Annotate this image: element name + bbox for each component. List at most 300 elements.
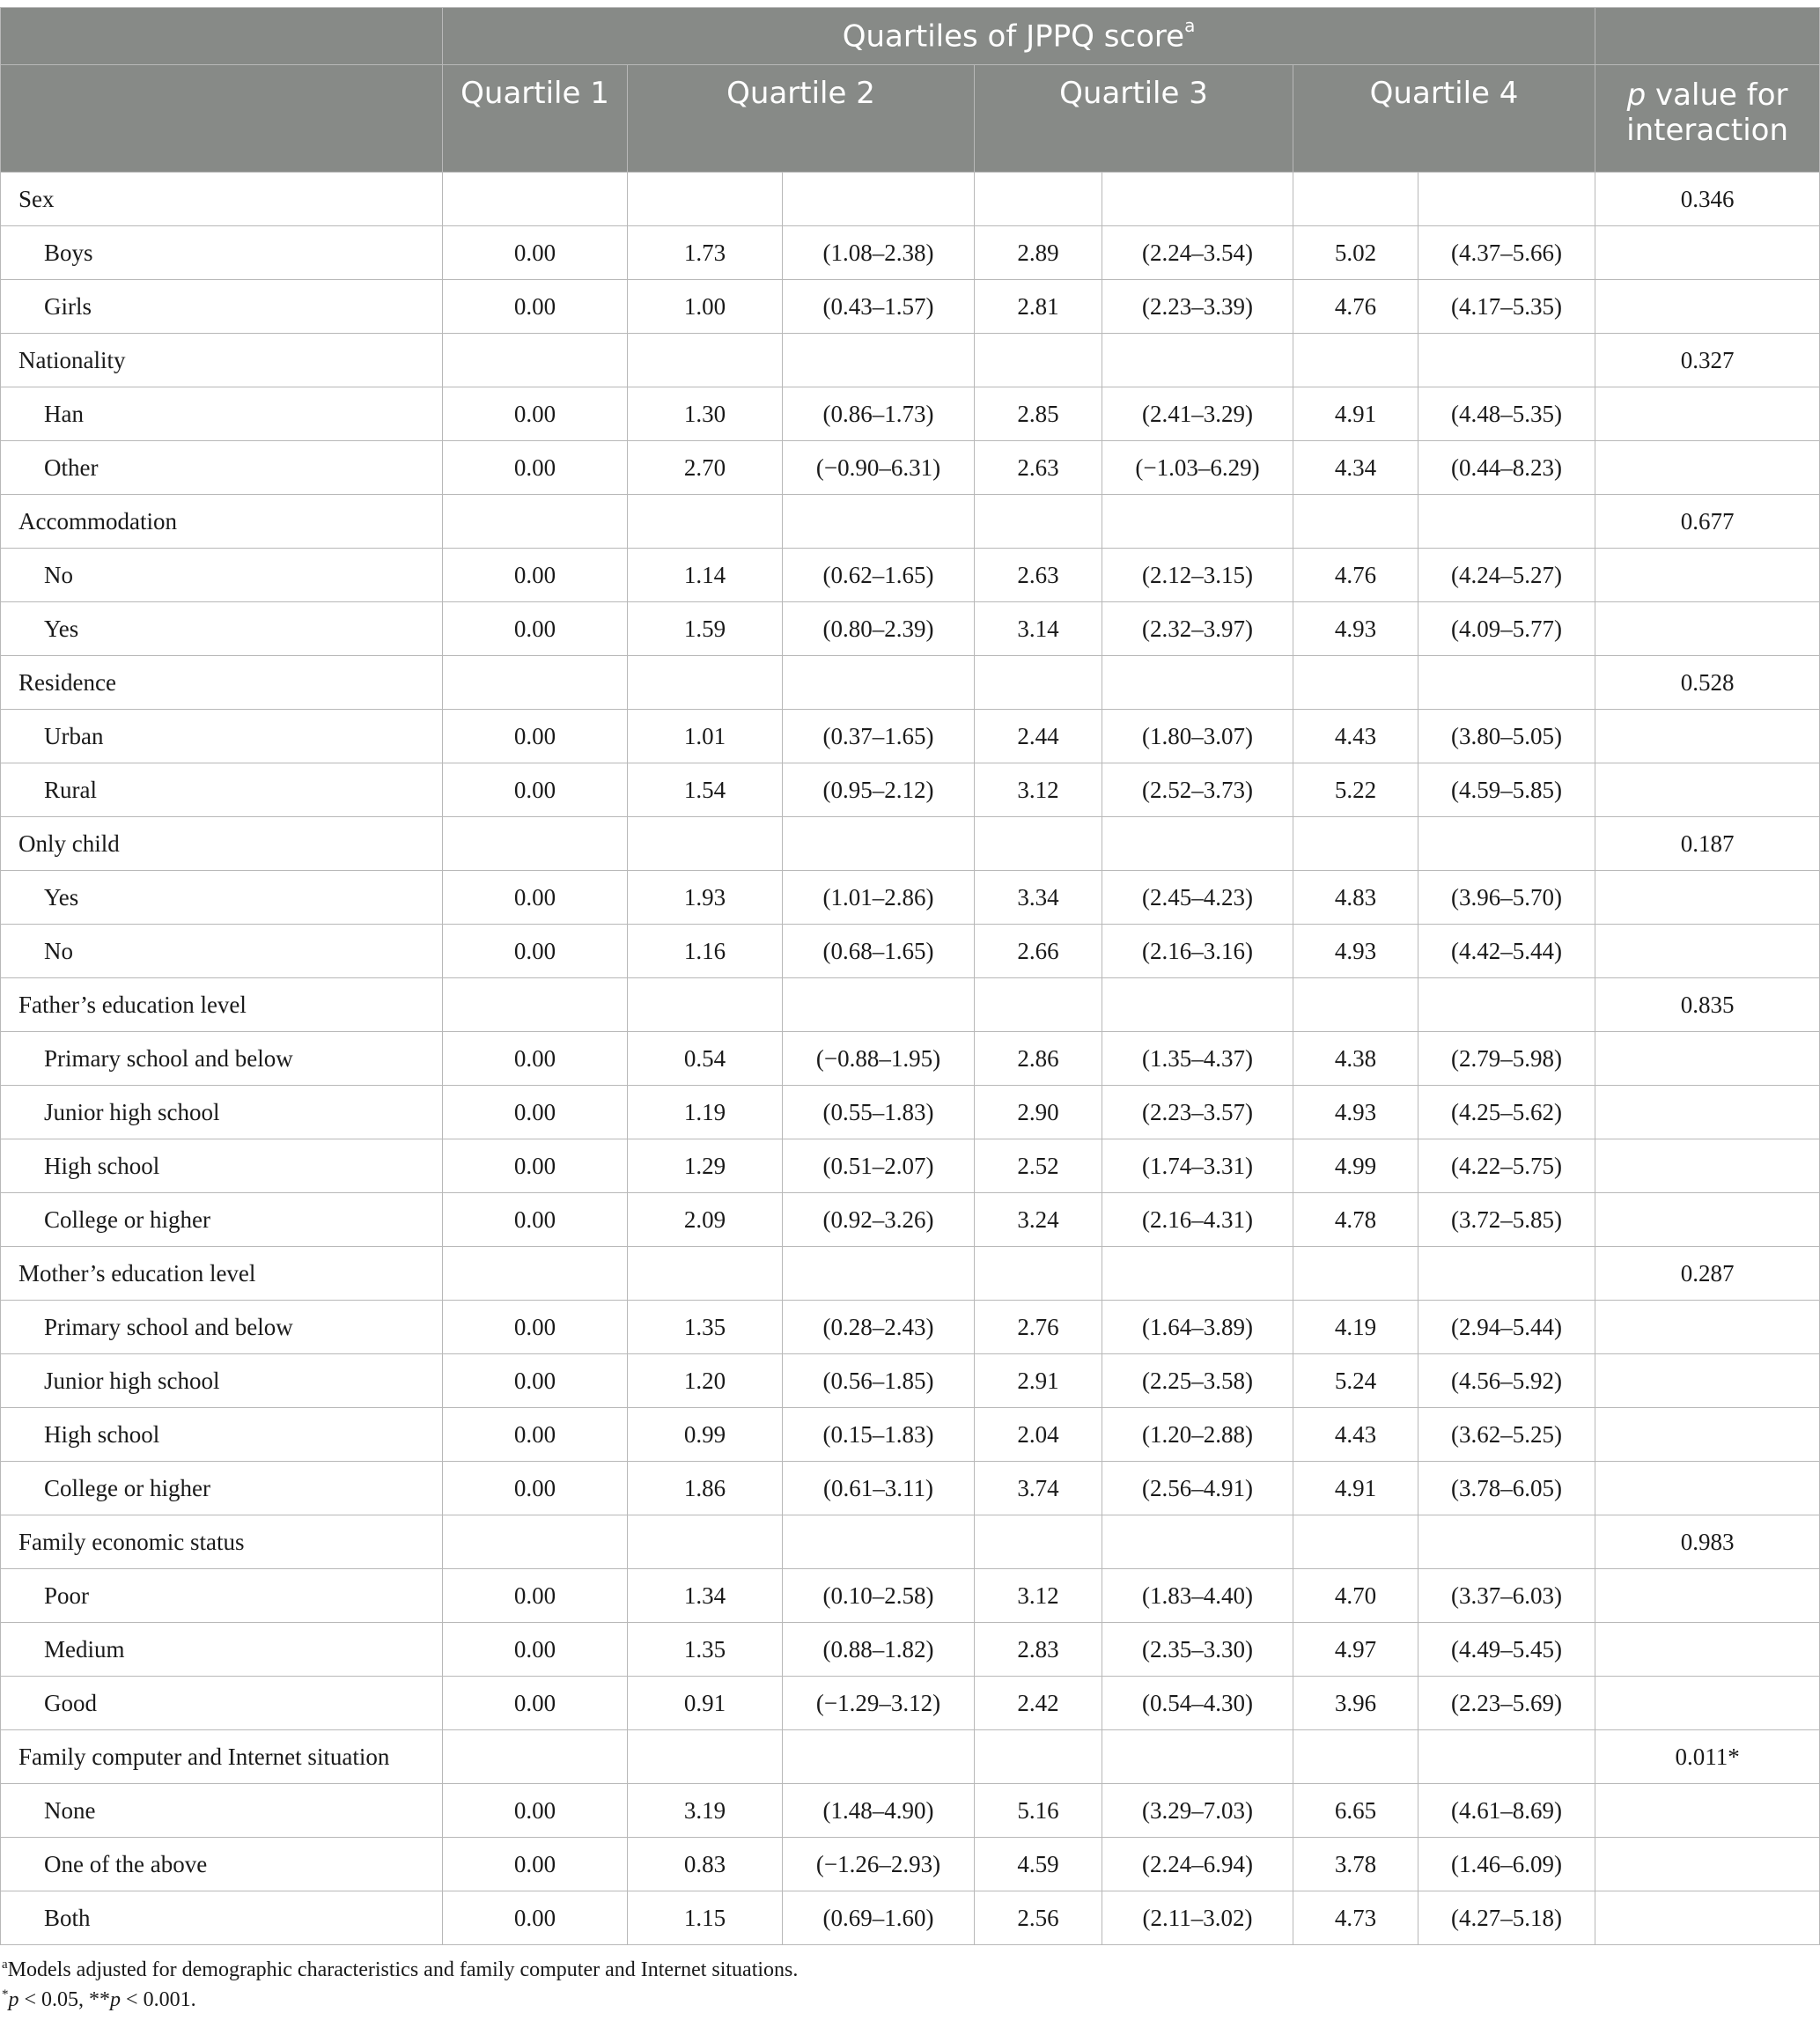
subgroup-label-cell: Girls [1,280,443,334]
cell-q1: 0.00 [443,710,628,763]
header-quartile-3: Quartile 3 [975,65,1293,173]
cell-q3-ci: (1.74–3.31) [1102,1139,1293,1193]
cell-q4-ci: (4.37–5.66) [1418,226,1595,280]
cell-p-value: 0.677 [1595,495,1820,549]
cell-q1: 0.00 [443,387,628,441]
header-row-group [1,8,1820,65]
cell-q2-ci: (1.08–2.38) [783,226,975,280]
subgroup-label-cell: Other [1,441,443,495]
cell-q3-ci: (2.56–4.91) [1102,1462,1293,1515]
cell-p-value: 0.528 [1595,656,1820,710]
group-label-cell: Father’s education level [1,978,443,1032]
subgroup-label-cell: No [1,549,443,602]
cell-q2-ci: (0.55–1.83) [783,1086,975,1139]
cell-q2-ci: (0.43–1.57) [783,280,975,334]
cell-q3: 2.56 [975,1891,1102,1945]
cell-q4: 4.99 [1293,1139,1418,1193]
header-quartile-2: Quartile 2 [628,65,975,173]
cell-q3-ci: (2.45–4.23) [1102,871,1293,925]
table-row [1,1677,1820,1730]
cell-q2-ci: (0.62–1.65) [783,549,975,602]
footnote-a-mark: a [2,1958,8,1972]
cell-q3-ci: (2.16–4.31) [1102,1193,1293,1247]
cell-q3 [975,1247,1102,1301]
table-row [1,710,1820,763]
cell-q1: 0.00 [443,1032,628,1086]
cell-q3 [975,817,1102,871]
cell-q1 [443,1730,628,1784]
cell-q2-ci: (−0.88–1.95) [783,1032,975,1086]
cell-q2-ci: (0.15–1.83) [783,1408,975,1462]
cell-q4: 4.43 [1293,710,1418,763]
cell-q2: 1.14 [628,549,783,602]
cell-p-value [1595,1677,1820,1730]
table-row-group [1,1247,1820,1301]
cell-q2-ci: (0.28–2.43) [783,1301,975,1354]
cell-p-value [1595,1301,1820,1354]
footnote-star: * [2,1987,9,2002]
cell-q3 [975,656,1102,710]
cell-q4-ci: (4.49–5.45) [1418,1623,1595,1677]
cell-q4 [1293,495,1418,549]
cell-q4-ci [1418,817,1595,871]
cell-q2: 2.09 [628,1193,783,1247]
subgroup-label-cell: Junior high school [1,1354,443,1408]
cell-q2: 1.01 [628,710,783,763]
subgroup-label-cell: Medium [1,1623,443,1677]
cell-q1: 0.00 [443,1193,628,1247]
cell-q3-ci: (−1.03–6.29) [1102,441,1293,495]
cell-q2: 0.99 [628,1408,783,1462]
subgroup-label-cell: High school [1,1408,443,1462]
cell-p-value [1595,871,1820,925]
table-row [1,1462,1820,1515]
header-label-cell [1,65,443,173]
table-row [1,1569,1820,1623]
cell-q3: 2.89 [975,226,1102,280]
cell-q1: 0.00 [443,1677,628,1730]
cell-q4: 5.22 [1293,763,1418,817]
cell-q2-ci [783,1515,975,1569]
cell-q3: 3.12 [975,763,1102,817]
subgroup-label-cell: Both [1,1891,443,1945]
cell-q1: 0.00 [443,1891,628,1945]
cell-q2: 1.35 [628,1301,783,1354]
group-label-cell: Residence [1,656,443,710]
table-row [1,1032,1820,1086]
cell-q3 [975,1730,1102,1784]
cell-q2: 1.86 [628,1462,783,1515]
cell-q2-ci: (−1.29–3.12) [783,1677,975,1730]
header-quartile-1: Quartile 1 [443,65,628,173]
subgroup-label-cell: Primary school and below [1,1301,443,1354]
header-p-line2: interaction [1626,113,1789,148]
cell-q4: 4.83 [1293,871,1418,925]
table-header [1,8,1820,173]
subgroup-label-cell: College or higher [1,1462,443,1515]
table-row [1,1623,1820,1677]
table-row [1,1301,1820,1354]
cell-q2 [628,978,783,1032]
cell-p-value [1595,280,1820,334]
table-body [1,173,1820,1945]
cell-q4-ci [1418,656,1595,710]
table-row [1,280,1820,334]
cell-q2: 1.19 [628,1086,783,1139]
cell-q3: 2.04 [975,1408,1102,1462]
cell-q1: 0.00 [443,602,628,656]
cell-q2: 1.20 [628,1354,783,1408]
cell-p-value [1595,387,1820,441]
cell-q3-ci [1102,1730,1293,1784]
cell-p-value: 0.835 [1595,978,1820,1032]
quartiles-group-label: Quartiles of JPPQ score [842,18,1185,55]
cell-q2: 3.19 [628,1784,783,1838]
cell-q2: 1.54 [628,763,783,817]
cell-q4-ci: (0.44–8.23) [1418,441,1595,495]
cell-p-value [1595,1408,1820,1462]
cell-q4-ci [1418,1247,1595,1301]
footnote-t2: < 0.001. [121,1988,196,2011]
results-table [0,7,1820,1945]
table-row [1,226,1820,280]
footnote-p2: p [110,1988,122,2011]
table-row-group [1,173,1820,226]
cell-q4-ci: (4.22–5.75) [1418,1139,1595,1193]
subgroup-label-cell: Boys [1,226,443,280]
cell-q3-ci: (2.35–3.30) [1102,1623,1293,1677]
cell-q4: 4.73 [1293,1891,1418,1945]
cell-p-value [1595,1784,1820,1838]
cell-q2-ci: (0.86–1.73) [783,387,975,441]
cell-q1: 0.00 [443,1569,628,1623]
cell-q1 [443,817,628,871]
cell-q2: 1.16 [628,925,783,978]
subgroup-label-cell: Junior high school [1,1086,443,1139]
cell-q2-ci: (1.01–2.86) [783,871,975,925]
cell-q3-ci: (2.23–3.57) [1102,1086,1293,1139]
cell-q2 [628,1730,783,1784]
cell-q1: 0.00 [443,1354,628,1408]
header-p-italic: p [1626,77,1647,113]
cell-q3-ci: (1.20–2.88) [1102,1408,1293,1462]
cell-q3-ci: (2.12–3.15) [1102,549,1293,602]
cell-q3: 3.12 [975,1569,1102,1623]
cell-q1: 0.00 [443,549,628,602]
header-blank-cell-right [1595,8,1820,65]
table-row [1,763,1820,817]
subgroup-label-cell: Yes [1,871,443,925]
cell-q4 [1293,1730,1418,1784]
cell-q2-ci: (0.88–1.82) [783,1623,975,1677]
cell-q2-ci [783,1730,975,1784]
cell-q3-ci [1102,978,1293,1032]
cell-q4-ci: (1.46–6.09) [1418,1838,1595,1891]
header-p-value [1595,65,1820,173]
cell-q4: 3.78 [1293,1838,1418,1891]
cell-q2: 1.34 [628,1569,783,1623]
cell-q3: 2.63 [975,441,1102,495]
subgroup-label-cell: Good [1,1677,443,1730]
cell-q1: 0.00 [443,1462,628,1515]
cell-q4-ci: (4.59–5.85) [1418,763,1595,817]
cell-q4-ci: (4.61–8.69) [1418,1784,1595,1838]
cell-q4-ci: (4.17–5.35) [1418,280,1595,334]
cell-q2-ci: (0.56–1.85) [783,1354,975,1408]
cell-q2-ci [783,173,975,226]
cell-q2 [628,495,783,549]
table-row-group [1,334,1820,387]
cell-q3: 2.42 [975,1677,1102,1730]
cell-q3-ci: (2.24–3.54) [1102,226,1293,280]
cell-q1: 0.00 [443,925,628,978]
cell-q4-ci [1418,173,1595,226]
cell-q4-ci [1418,495,1595,549]
cell-p-value [1595,1086,1820,1139]
cell-q4-ci: (4.48–5.35) [1418,387,1595,441]
cell-q3: 2.91 [975,1354,1102,1408]
cell-q4-ci: (4.42–5.44) [1418,925,1595,978]
subgroup-label-cell: College or higher [1,1193,443,1247]
cell-p-value [1595,1193,1820,1247]
cell-q4-ci: (3.72–5.85) [1418,1193,1595,1247]
cell-q1 [443,656,628,710]
cell-q1: 0.00 [443,1838,628,1891]
footnotes [0,1958,1819,2012]
cell-p-value: 0.011* [1595,1730,1820,1784]
subgroup-label-cell: None [1,1784,443,1838]
cell-q3: 2.86 [975,1032,1102,1086]
cell-p-value: 0.287 [1595,1247,1820,1301]
cell-q3 [975,173,1102,226]
subgroup-label-cell: High school [1,1139,443,1193]
cell-q4: 3.96 [1293,1677,1418,1730]
cell-q3 [975,1515,1102,1569]
group-label-cell: Family economic status [1,1515,443,1569]
cell-p-value: 0.187 [1595,817,1820,871]
cell-q4: 4.91 [1293,387,1418,441]
cell-q3: 5.16 [975,1784,1102,1838]
table-row-group [1,495,1820,549]
cell-q3: 2.44 [975,710,1102,763]
cell-q2-ci: (1.48–4.90) [783,1784,975,1838]
header-p-rest: value for [1646,77,1788,113]
group-label-cell: Mother’s education level [1,1247,443,1301]
cell-q3 [975,495,1102,549]
cell-q2: 1.15 [628,1891,783,1945]
cell-q4: 4.76 [1293,549,1418,602]
cell-q3: 3.34 [975,871,1102,925]
subgroup-label-cell: Poor [1,1569,443,1623]
cell-q2-ci: (0.61–3.11) [783,1462,975,1515]
cell-q1: 0.00 [443,1086,628,1139]
cell-q2-ci [783,978,975,1032]
cell-q1: 0.00 [443,871,628,925]
cell-q3-ci: (2.41–3.29) [1102,387,1293,441]
cell-q1: 0.00 [443,226,628,280]
cell-q1 [443,173,628,226]
cell-q3-ci [1102,173,1293,226]
cell-q4: 4.93 [1293,1086,1418,1139]
cell-q4-ci: (3.37–6.03) [1418,1569,1595,1623]
cell-p-value [1595,549,1820,602]
cell-q3-ci [1102,1247,1293,1301]
cell-q4: 4.76 [1293,280,1418,334]
cell-q3-ci: (2.52–3.73) [1102,763,1293,817]
quartiles-group-header [443,8,1595,65]
table-row [1,1891,1820,1945]
cell-q3: 3.24 [975,1193,1102,1247]
cell-q4: 4.19 [1293,1301,1418,1354]
cell-p-value [1595,1623,1820,1677]
table-row [1,1784,1820,1838]
cell-q4: 4.78 [1293,1193,1418,1247]
cell-p-value [1595,763,1820,817]
cell-p-value [1595,1354,1820,1408]
cell-q2: 1.30 [628,387,783,441]
group-label-cell: Sex [1,173,443,226]
cell-q2 [628,656,783,710]
cell-q3-ci: (2.25–3.58) [1102,1354,1293,1408]
cell-q4 [1293,656,1418,710]
cell-q2: 2.70 [628,441,783,495]
quartiles-group-footnote-mark: a [1184,14,1196,36]
cell-q2-ci: (0.80–2.39) [783,602,975,656]
cell-q4 [1293,173,1418,226]
subgroup-label-cell: Primary school and below [1,1032,443,1086]
cell-p-value [1595,226,1820,280]
cell-q3: 2.66 [975,925,1102,978]
header-quartile-4: Quartile 4 [1293,65,1595,173]
table-row-group [1,978,1820,1032]
cell-q3-ci: (1.80–3.07) [1102,710,1293,763]
cell-q3-ci: (2.32–3.97) [1102,602,1293,656]
table-row [1,925,1820,978]
cell-q3-ci [1102,656,1293,710]
cell-q2-ci: (0.10–2.58) [783,1569,975,1623]
table-row [1,1193,1820,1247]
cell-q4-ci: (4.09–5.77) [1418,602,1595,656]
cell-p-value [1595,441,1820,495]
cell-q4-ci [1418,1515,1595,1569]
cell-q1: 0.00 [443,1139,628,1193]
cell-q4-ci: (2.79–5.98) [1418,1032,1595,1086]
cell-q4-ci: (3.96–5.70) [1418,871,1595,925]
footnote-a [2,1958,1819,1982]
table-row [1,549,1820,602]
cell-q4-ci [1418,1730,1595,1784]
group-label-cell: Only child [1,817,443,871]
cell-q4-ci: (3.62–5.25) [1418,1408,1595,1462]
cell-q3: 2.85 [975,387,1102,441]
cell-q2-ci: (0.69–1.60) [783,1891,975,1945]
cell-q2-ci [783,817,975,871]
table-row [1,1086,1820,1139]
table-row [1,1354,1820,1408]
cell-q3: 2.90 [975,1086,1102,1139]
subgroup-label-cell: Urban [1,710,443,763]
cell-p-value [1595,602,1820,656]
cell-q2 [628,1247,783,1301]
cell-q1 [443,1515,628,1569]
cell-q4 [1293,978,1418,1032]
cell-q4-ci: (4.27–5.18) [1418,1891,1595,1945]
cell-q3: 2.52 [975,1139,1102,1193]
cell-q1 [443,334,628,387]
cell-p-value [1595,1838,1820,1891]
subgroup-label-cell: Rural [1,763,443,817]
cell-q4 [1293,1515,1418,1569]
cell-q2: 1.29 [628,1139,783,1193]
group-label-cell: Family computer and Internet situation [1,1730,443,1784]
cell-q4: 4.93 [1293,602,1418,656]
cell-q2-ci [783,1247,975,1301]
cell-q3-ci: (1.83–4.40) [1102,1569,1293,1623]
cell-q4: 4.34 [1293,441,1418,495]
cell-q3-ci [1102,817,1293,871]
header-blank-cell [1,8,443,65]
cell-q4-ci [1418,978,1595,1032]
cell-q1: 0.00 [443,1784,628,1838]
cell-p-value: 0.346 [1595,173,1820,226]
table-row [1,602,1820,656]
cell-q4: 5.02 [1293,226,1418,280]
footnote-p1: p [8,1988,19,2011]
cell-q4-ci: (2.94–5.44) [1418,1301,1595,1354]
cell-q4-ci: (4.25–5.62) [1418,1086,1595,1139]
cell-q3 [975,334,1102,387]
cell-q2-ci: (0.95–2.12) [783,763,975,817]
table-container [0,7,1819,2012]
cell-q4 [1293,334,1418,387]
cell-p-value [1595,710,1820,763]
cell-q1: 0.00 [443,1408,628,1462]
cell-q3: 3.14 [975,602,1102,656]
group-label-cell: Nationality [1,334,443,387]
cell-q3-ci: (3.29–7.03) [1102,1784,1293,1838]
cell-q3: 2.63 [975,549,1102,602]
subgroup-label-cell: Han [1,387,443,441]
cell-q4-ci [1418,334,1595,387]
cell-q2-ci: (0.37–1.65) [783,710,975,763]
cell-q2 [628,1515,783,1569]
cell-q4: 5.24 [1293,1354,1418,1408]
cell-q2: 1.59 [628,602,783,656]
subgroup-label-cell: One of the above [1,1838,443,1891]
footnote-significance [2,1987,1819,2012]
cell-q3: 2.83 [975,1623,1102,1677]
cell-q3: 2.81 [975,280,1102,334]
cell-q2: 1.35 [628,1623,783,1677]
subgroup-label-cell: No [1,925,443,978]
cell-q2-ci [783,656,975,710]
cell-p-value [1595,925,1820,978]
cell-q3 [975,978,1102,1032]
cell-q3-ci: (2.23–3.39) [1102,280,1293,334]
cell-q1 [443,978,628,1032]
footnote-t1: < 0.05, ** [18,1988,111,2011]
cell-q3-ci [1102,495,1293,549]
subgroup-label-cell: Yes [1,602,443,656]
cell-q2: 0.83 [628,1838,783,1891]
cell-q1: 0.00 [443,441,628,495]
cell-q4-ci: (3.78–6.05) [1418,1462,1595,1515]
cell-p-value: 0.983 [1595,1515,1820,1569]
cell-q3-ci: (2.11–3.02) [1102,1891,1293,1945]
cell-q2-ci [783,495,975,549]
table-row [1,871,1820,925]
table-row-group [1,1730,1820,1784]
